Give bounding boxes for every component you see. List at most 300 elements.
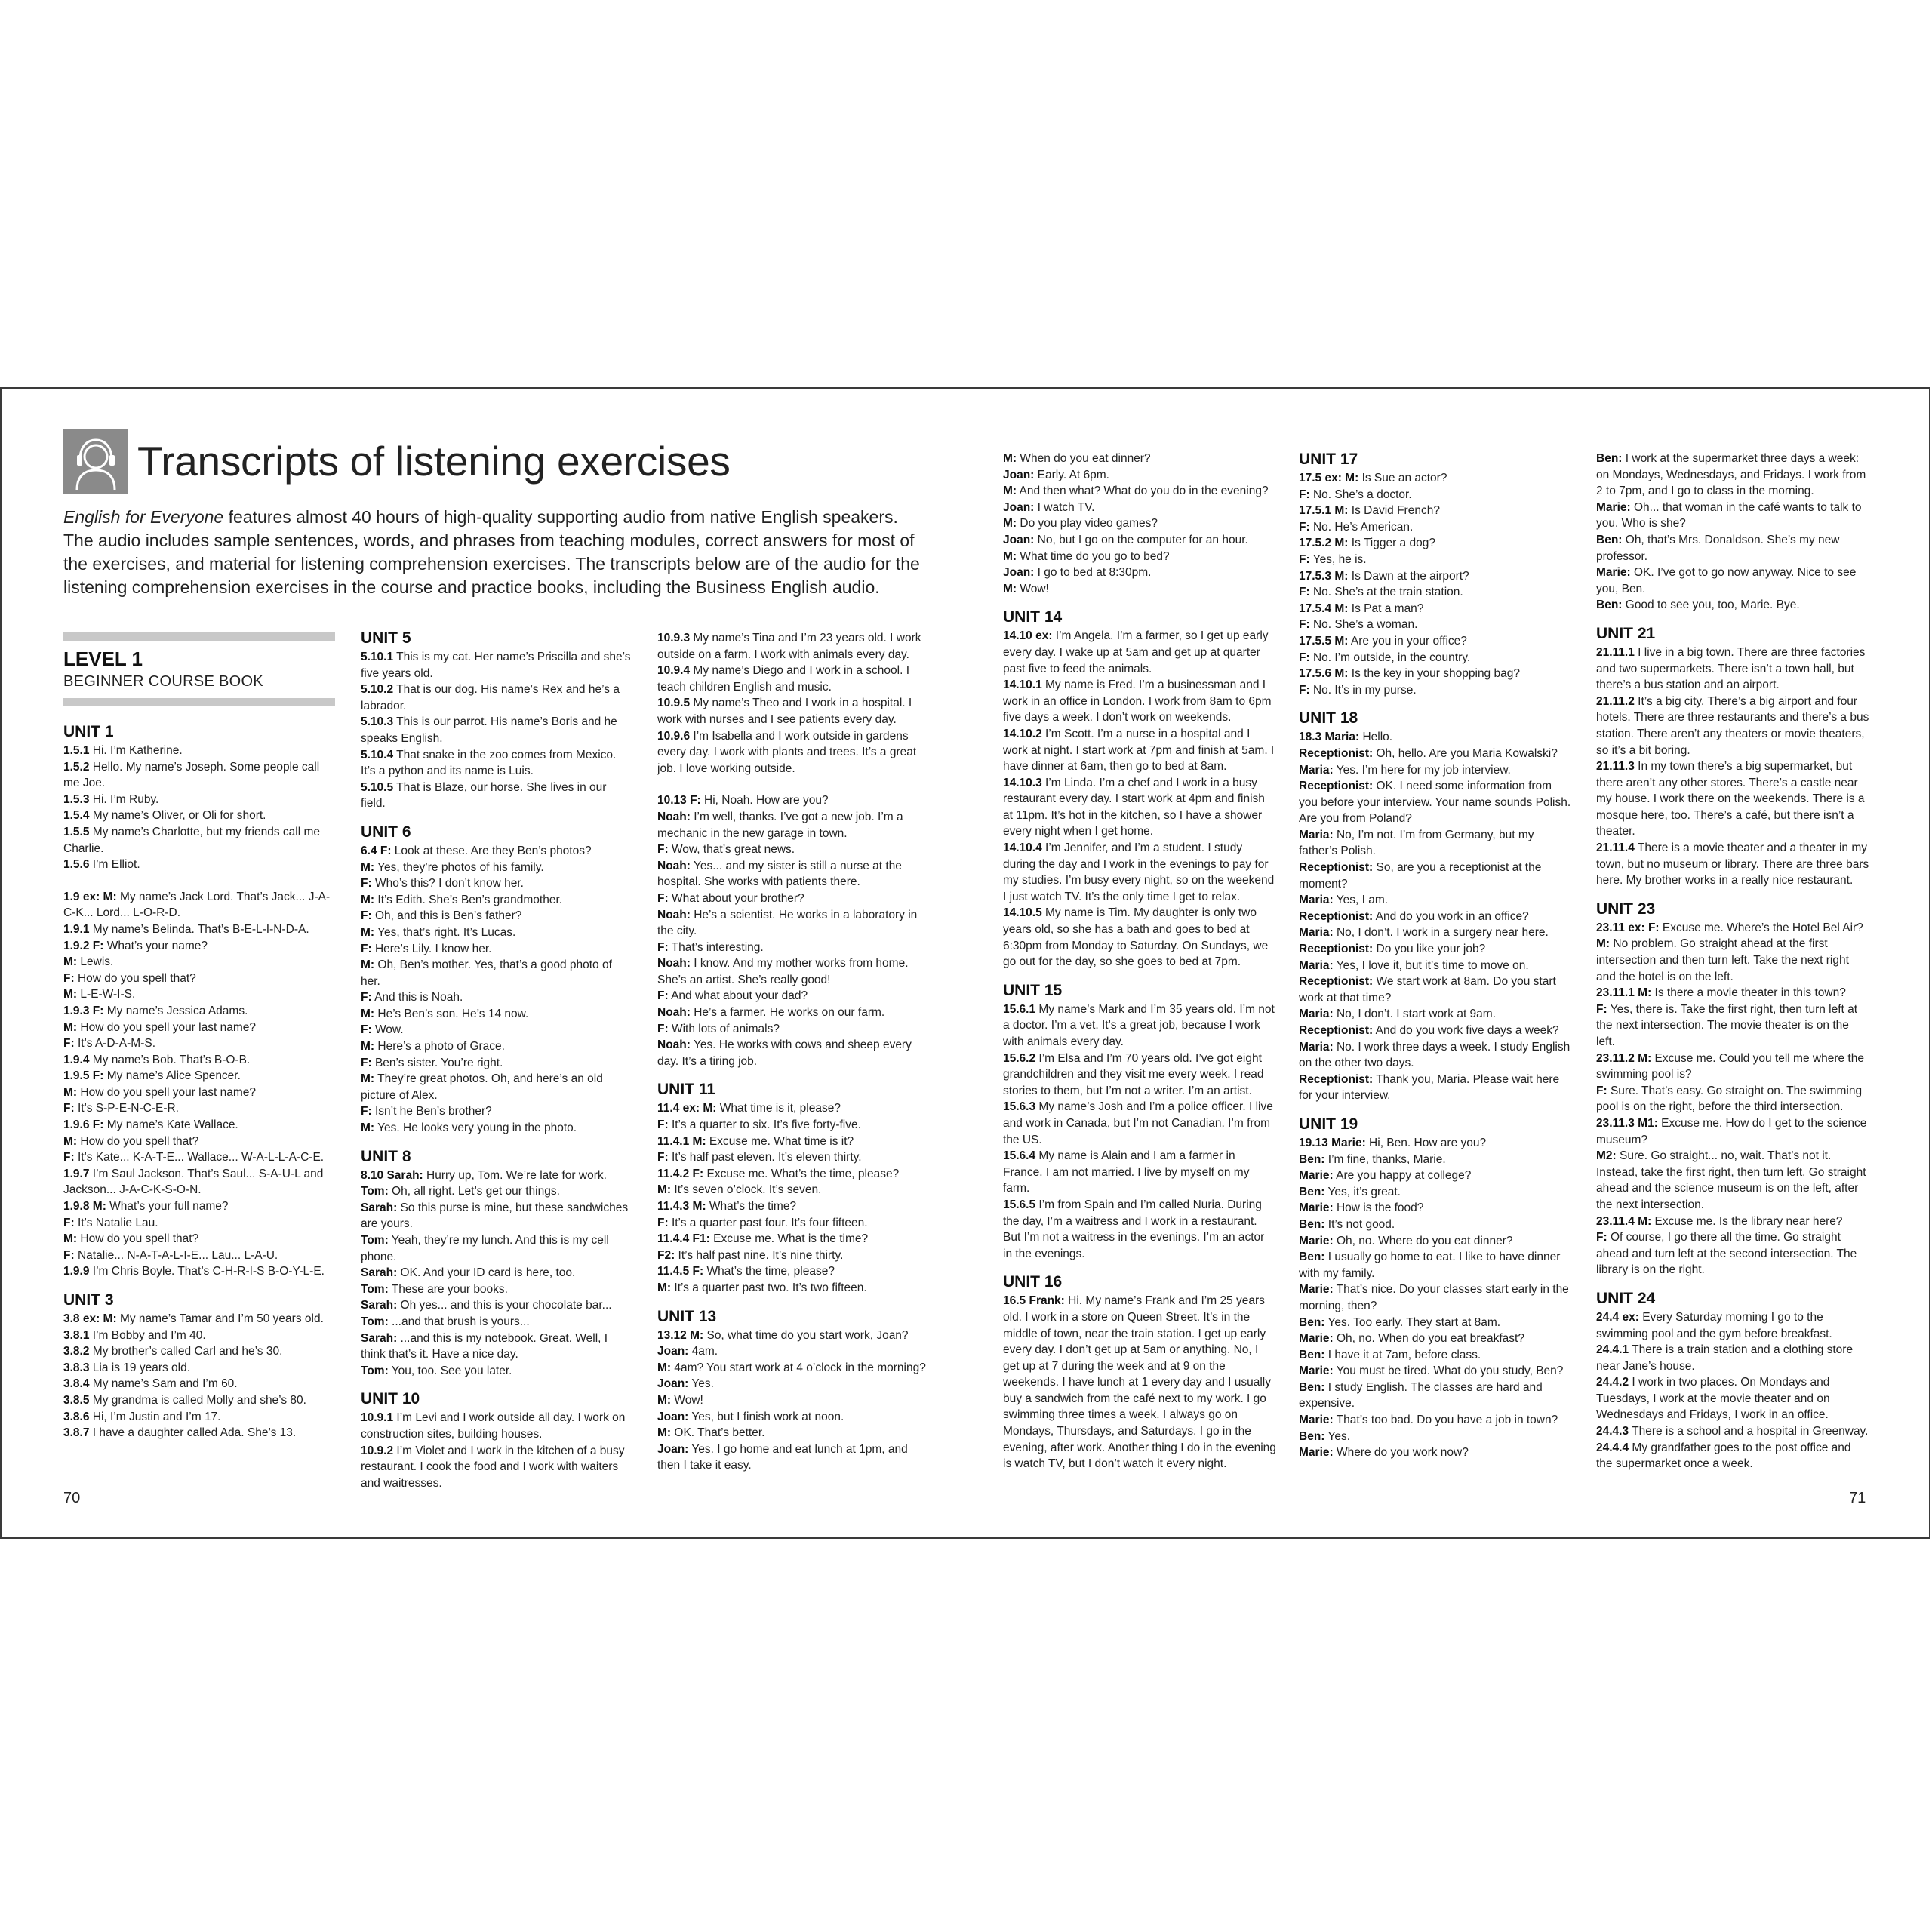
speaker-label: 10.9.2 bbox=[361, 1444, 394, 1457]
speaker-label: Marie: bbox=[1596, 566, 1631, 580]
speaker-label: Maria: bbox=[1299, 1040, 1334, 1054]
transcript-text: I know. And my mother works from home. She’s an artist. She’s really good! bbox=[657, 957, 909, 986]
transcript-line bbox=[63, 1360, 337, 1377]
transcript-text: What’s your full name? bbox=[106, 1200, 229, 1214]
transcript-text: I work in two places. On Mondays and Tuesdays, I work at the movie theater and on Wednesdays and Fridays, I work in an office. bbox=[1596, 1376, 1830, 1422]
speaker-label: F: bbox=[1299, 520, 1310, 534]
speaker-label: F: bbox=[1299, 552, 1310, 566]
transcript-text: I’m Saul Jackson. That’s Saul... S-A-U-L and Jackson... J-A-C-K-S-O-N. bbox=[63, 1167, 324, 1197]
transcript-text: How do you spell your last name? bbox=[77, 1085, 257, 1099]
transcript-line bbox=[657, 1100, 931, 1117]
transcript-line bbox=[1299, 584, 1572, 601]
unit-heading: UNIT 6 bbox=[361, 823, 411, 841]
transcript-line bbox=[361, 1168, 634, 1184]
transcript-line bbox=[1596, 565, 1869, 597]
transcript-text: I have a daughter called Ada. She’s 13. bbox=[89, 1426, 297, 1440]
transcript-line bbox=[63, 1425, 337, 1441]
transcript-line bbox=[1299, 552, 1572, 568]
transcript-text: And what about your dad? bbox=[668, 989, 808, 1003]
transcript-line bbox=[1299, 924, 1572, 941]
transcript-text: Natalie... N-A-T-A-L-I-E... Lau... L-A-U. bbox=[74, 1248, 278, 1262]
speaker-label: Noah: bbox=[657, 957, 691, 971]
transcript-line bbox=[1299, 535, 1572, 552]
transcript-line bbox=[657, 1004, 931, 1021]
transcript-line bbox=[361, 780, 634, 812]
transcript-text: No. It’s in my purse. bbox=[1309, 683, 1417, 697]
transcript-line bbox=[63, 1117, 337, 1134]
level-bar-top bbox=[63, 632, 335, 641]
transcript-text: I’m fine, thanks, Marie. bbox=[1324, 1152, 1446, 1166]
transcript-text: Yeah, they’re my lunch. And this is my cell phone. bbox=[361, 1234, 609, 1263]
transcript-text: They’re great photos. Oh, and here’s an old picture of Alex. bbox=[361, 1072, 603, 1102]
transcript-text: How do you spell that? bbox=[77, 1232, 199, 1246]
transcript-line bbox=[1596, 758, 1869, 840]
transcript-line bbox=[1299, 1152, 1572, 1168]
transcript-line bbox=[1299, 487, 1572, 503]
transcript-line bbox=[63, 1247, 337, 1264]
transcript-line bbox=[1299, 1135, 1572, 1152]
transcript-text: Isn’t he Ben’s brother? bbox=[371, 1105, 492, 1118]
speaker-label: Joan: bbox=[657, 1345, 689, 1358]
transcript-line bbox=[361, 860, 634, 876]
transcript-text: Of course, I go there all the time. Go straight ahead and turn left at the second intersection. The library is on the right. bbox=[1596, 1231, 1857, 1277]
transcript-text: Yes. He works with cows and sheep every day. It’s a tiring job. bbox=[657, 1038, 912, 1068]
transcript-line bbox=[361, 649, 634, 681]
speaker-label: Ben: bbox=[1299, 1315, 1325, 1329]
transcript-text: It’s a quarter past four. It’s four fifteen. bbox=[668, 1216, 868, 1229]
speaker-label: Noah: bbox=[657, 1038, 691, 1052]
transcript-text: Yes. I’m here for my job interview. bbox=[1333, 763, 1511, 777]
transcript-text: Ben’s sister. You’re right. bbox=[371, 1056, 503, 1069]
transcript-text: My name’s Bob. That’s B-O-B. bbox=[89, 1053, 251, 1066]
transcript-line bbox=[361, 1297, 634, 1314]
speaker-label: 1.9.2 F: bbox=[63, 939, 104, 952]
level-bar-bottom bbox=[63, 698, 335, 706]
transcript-text: My name’s Oliver, or Oli for short. bbox=[89, 809, 266, 823]
transcript-text: My name is Alain and I am a farmer in France. I am not married. I live by myself on my farm. bbox=[1003, 1149, 1250, 1195]
speaker-label: 11.4 ex: M: bbox=[657, 1102, 717, 1115]
transcript-line bbox=[1299, 682, 1572, 699]
transcript-text: My name’s Josh and I’m a police officer. I live and work in Canada, but I’m not Canadian. I’m from the US. bbox=[1003, 1100, 1273, 1146]
speaker-label: 10.9.5 bbox=[657, 697, 691, 710]
transcript-text: Yes. I go home and eat lunch at 1pm, and then I take it easy. bbox=[657, 1442, 908, 1472]
transcript-text: Is Pat a man? bbox=[1348, 601, 1424, 615]
speaker-label: M: bbox=[361, 893, 375, 906]
speaker-label: M: bbox=[657, 1426, 672, 1440]
speaker-label: 11.4.4 F1: bbox=[657, 1232, 710, 1246]
transcript-text: What time is it, please? bbox=[716, 1102, 841, 1115]
transcript-line bbox=[361, 1363, 634, 1380]
transcript-text: You, too. See you later. bbox=[388, 1364, 512, 1377]
speaker-label: Receptionist: bbox=[1299, 780, 1374, 793]
transcript-text: And do you work in an office? bbox=[1373, 909, 1529, 923]
transcript-text: So, are you a receptionist at the moment? bbox=[1299, 861, 1542, 891]
transcript-line bbox=[1003, 581, 1276, 598]
unit-heading: UNIT 15 bbox=[1003, 981, 1063, 999]
transcript-line bbox=[361, 989, 634, 1006]
transcript-text: I’m Isabella and I work outside in gardens every day. I work with plants and trees. It’s a great job. I love working outside. bbox=[657, 729, 917, 775]
speaker-label: 1.9 ex: M: bbox=[63, 890, 117, 903]
transcript-text: Hi, Noah. How are you? bbox=[700, 794, 829, 808]
transcript-line bbox=[63, 1052, 337, 1069]
speaker-label: 14.10.1 bbox=[1003, 678, 1042, 692]
transcript-line bbox=[657, 663, 931, 695]
speaker-label: 11.4.5 F: bbox=[657, 1265, 704, 1278]
transcript-line bbox=[1299, 519, 1572, 536]
speaker-label: 5.10.4 bbox=[361, 748, 394, 761]
speaker-label: M: bbox=[657, 1361, 672, 1374]
transcript-line bbox=[1003, 1001, 1276, 1051]
transcript-line bbox=[1596, 985, 1869, 1001]
unit-heading: UNIT 24 bbox=[1596, 1289, 1656, 1307]
transcript-line bbox=[361, 1038, 634, 1055]
transcript-line bbox=[1003, 500, 1276, 516]
transcript-text: How do you spell your last name? bbox=[77, 1020, 257, 1034]
transcript-text: Thank you, Maria. Please wait here for your interview. bbox=[1299, 1072, 1560, 1103]
transcript-line bbox=[1299, 1233, 1572, 1250]
transcript-text: No. I’m outside, in the country. bbox=[1309, 651, 1471, 664]
transcript-line bbox=[63, 921, 337, 938]
speaker-label: Maria: bbox=[1299, 1008, 1334, 1021]
speaker-label: F2: bbox=[657, 1248, 675, 1262]
transcript-text: Yes, he is. bbox=[1309, 552, 1367, 566]
transcript-text: That’s nice. Do your classes start early in the morning, then? bbox=[1299, 1283, 1569, 1312]
transcript-text: So, what time do you start work, Joan? bbox=[703, 1328, 909, 1342]
transcript-text: Oh, that’s Mrs. Donaldson. She’s my new professor. bbox=[1596, 533, 1840, 563]
transcript-text: Yes... and my sister is still a nurse at the hospital. She works with patients there. bbox=[657, 859, 902, 889]
transcript-text: My name’s Tamar and I’m 50 years old. bbox=[116, 1312, 324, 1325]
transcript-text: How do you spell that? bbox=[77, 1134, 199, 1148]
transcript-text: No. She’s a woman. bbox=[1309, 618, 1418, 632]
transcript-line bbox=[63, 986, 337, 1003]
transcript-line bbox=[361, 1314, 634, 1331]
speaker-label: F: bbox=[1299, 488, 1310, 501]
speaker-label: Tom: bbox=[361, 1282, 389, 1296]
transcript-text: My grandfather goes to the post office and the supermarket once a week. bbox=[1596, 1441, 1851, 1471]
transcript-text: Look at these. Are they Ben’s photos? bbox=[391, 844, 592, 857]
speaker-label: Ben: bbox=[1596, 598, 1623, 612]
speaker-label: M: bbox=[1003, 485, 1017, 498]
transcript-line bbox=[657, 1198, 931, 1215]
transcript-line bbox=[361, 957, 634, 989]
unit-heading: UNIT 8 bbox=[361, 1147, 411, 1165]
transcript-text: Hi. My name’s Frank and I’m 25 years old. I work in a store on Queen Street. It’s in the middle of town, near the train station. I get up early every day. I don’t get up at 5am or anything. No, I get up at 7 during the week and at 9 on the weekends. I have lunch at 1 every day and I usually buy a sandwich from the café next to my work. I go swimming three times a week. I always go on Mondays, Thursdays, and Saturdays. I go in the evening, after work. Another thing I do in the evening is watch TV, but I don’t watch it every night. bbox=[1003, 1294, 1276, 1471]
transcript-text: I study English. The classes are hard and expensive. bbox=[1299, 1380, 1543, 1411]
speaker-label: F: bbox=[361, 909, 372, 923]
paragraph-gap bbox=[63, 873, 337, 889]
speaker-label: Noah: bbox=[657, 810, 691, 823]
transcript-text: It’s a big city. There’s a big airport and four hotels. There are three restaurants and there’s a bus station. There aren’t any theaters or movie theaters, so it’s a bit boring. bbox=[1596, 694, 1869, 757]
speaker-label: F: bbox=[63, 1248, 75, 1262]
speaker-label: 17.5 ex: M: bbox=[1299, 472, 1359, 485]
transcript-line bbox=[1299, 1072, 1572, 1104]
transcript-text: What about your brother? bbox=[668, 891, 804, 905]
transcript-line bbox=[1299, 650, 1572, 666]
transcript-line bbox=[63, 1231, 337, 1247]
transcript-text: Excuse me. What is the time? bbox=[709, 1232, 869, 1246]
speaker-label: 23.11 ex: F: bbox=[1596, 921, 1660, 934]
speaker-label: F: bbox=[1596, 1084, 1607, 1097]
transcript-line bbox=[657, 809, 931, 841]
transcript-text: I go to bed at 8:30pm. bbox=[1034, 566, 1152, 580]
speaker-label: Maria: bbox=[1299, 894, 1334, 907]
transcript-line bbox=[63, 1149, 337, 1166]
transcript-line bbox=[63, 1392, 337, 1409]
transcript-text: My brother’s called Carl and he’s 30. bbox=[89, 1345, 283, 1358]
transcript-text: Oh, and this is Ben’s father? bbox=[371, 909, 522, 923]
transcript-line bbox=[1299, 860, 1572, 892]
transcript-text: Oh, all right. Let’s get our things. bbox=[388, 1185, 560, 1198]
speaker-label: 24.4.4 bbox=[1596, 1441, 1629, 1454]
transcript-text: ...and that brush is yours... bbox=[388, 1315, 530, 1328]
speaker-label: Tom: bbox=[361, 1315, 389, 1328]
speaker-label: 10.9.4 bbox=[657, 664, 691, 678]
transcript-text: Hi. I’m Katherine. bbox=[89, 744, 183, 757]
level-subtitle: BEGINNER COURSE BOOK bbox=[63, 673, 263, 690]
transcript-text: Are you happy at college? bbox=[1333, 1169, 1472, 1183]
transcript-text: He’s Ben’s son. He’s 14 now. bbox=[374, 1007, 529, 1020]
transcript-line bbox=[361, 1055, 634, 1072]
transcript-line bbox=[63, 1166, 337, 1198]
transcript-line bbox=[1299, 1331, 1572, 1347]
transcript-line bbox=[361, 1103, 634, 1120]
transcript-text: You must be tired. What do you study, Ben? bbox=[1333, 1364, 1564, 1378]
speaker-label: Marie: bbox=[1299, 1234, 1334, 1247]
speaker-label: 15.6.3 bbox=[1003, 1100, 1036, 1114]
transcript-text: My name’s Jessica Adams. bbox=[103, 1004, 248, 1017]
transcript-line bbox=[63, 824, 337, 857]
column-6 bbox=[1596, 451, 1869, 1472]
transcript-line bbox=[1596, 1051, 1869, 1083]
transcript-line bbox=[361, 892, 634, 909]
transcript-text: Good to see you, too, Marie. Bye. bbox=[1622, 598, 1800, 612]
speaker-label: F: bbox=[63, 1102, 75, 1115]
transcript-line bbox=[1003, 483, 1276, 500]
speaker-label: Joan: bbox=[1003, 500, 1035, 514]
speaker-label: 3.8.2 bbox=[63, 1345, 90, 1358]
transcript-line bbox=[1596, 1440, 1869, 1472]
speaker-label: Noah: bbox=[657, 908, 691, 921]
speaker-label: 17.5.1 M: bbox=[1299, 504, 1349, 518]
transcript-text: OK. I’ve got to go now anyway. Nice to see you, Ben. bbox=[1596, 566, 1857, 595]
speaker-label: Maria: bbox=[1299, 763, 1334, 777]
speaker-label: 14.10.2 bbox=[1003, 727, 1042, 740]
speaker-label: M: bbox=[657, 1393, 672, 1407]
transcript-text: Lia is 19 years old. bbox=[89, 1361, 191, 1374]
transcript-line bbox=[657, 1441, 931, 1474]
transcript-text: No, I don’t. I start work at 9am. bbox=[1333, 1008, 1497, 1021]
unit-heading: UNIT 13 bbox=[657, 1307, 717, 1325]
transcript-line bbox=[1299, 617, 1572, 633]
transcript-line bbox=[1003, 1099, 1276, 1148]
speaker-label: 23.11.2 M: bbox=[1596, 1051, 1652, 1065]
page-number-left: 70 bbox=[63, 1490, 81, 1506]
transcript-text: Yes, I love it, but it’s time to move on. bbox=[1333, 958, 1529, 972]
speaker-label: Sarah: bbox=[361, 1331, 398, 1345]
transcript-text: Oh, hello. Are you Maria Kowalski? bbox=[1373, 746, 1558, 760]
page-number-right: 71 bbox=[1849, 1490, 1866, 1506]
transcript-text: Hello. My name’s Joseph. Some people call me Joe. bbox=[63, 760, 320, 790]
transcript-line bbox=[1003, 451, 1276, 467]
transcript-line bbox=[1596, 1229, 1869, 1278]
transcript-text: Hi, I’m Justin and I’m 17. bbox=[89, 1410, 221, 1423]
transcript-text: Yes, they’re photos of his family. bbox=[374, 860, 544, 874]
speaker-label: Noah: bbox=[657, 859, 691, 872]
transcript-line bbox=[657, 988, 931, 1004]
transcript-line bbox=[361, 1410, 634, 1442]
transcript-text: It’s not good. bbox=[1324, 1217, 1395, 1231]
transcript-line bbox=[1003, 905, 1276, 970]
speaker-label: 14.10.5 bbox=[1003, 906, 1042, 920]
speaker-label: F: bbox=[1299, 683, 1310, 697]
transcript-text: I’m Chris Boyle. That’s C-H-R-I-S B-O-Y-L-E. bbox=[89, 1265, 325, 1278]
speaker-label: 1.5.3 bbox=[63, 792, 90, 806]
transcript-text: I’m Levi and I work outside all day. I work on construction sites, building houses. bbox=[361, 1411, 626, 1441]
speaker-label: Receptionist: bbox=[1299, 1072, 1374, 1086]
transcript-text: My name’s Alice Spencer. bbox=[103, 1069, 241, 1083]
speaker-label: M: bbox=[1596, 937, 1611, 951]
transcript-text: Yes, that’s right. It’s Lucas. bbox=[374, 925, 516, 939]
speaker-label: 1.5.4 bbox=[63, 809, 90, 823]
transcript-text: With lots of animals? bbox=[668, 1022, 780, 1035]
column-2 bbox=[361, 629, 634, 1491]
transcript-text: Hello. bbox=[1359, 731, 1393, 744]
transcript-text: It’s half past eleven. It’s eleven thirty. bbox=[668, 1151, 862, 1164]
page-title: Transcripts of listening exercises bbox=[137, 438, 731, 485]
headphones-icon bbox=[63, 429, 128, 494]
transcript-text: Wow! bbox=[1017, 582, 1049, 595]
speaker-label: F: bbox=[657, 1118, 669, 1132]
transcript-line bbox=[1596, 1374, 1869, 1423]
transcript-text: And then what? What do you do in the evening? bbox=[1017, 485, 1269, 498]
transcript-line bbox=[1003, 515, 1276, 532]
speaker-label: Tom: bbox=[361, 1185, 389, 1198]
transcript-line bbox=[1299, 941, 1572, 958]
unit-heading: UNIT 14 bbox=[1003, 608, 1063, 626]
transcript-line bbox=[657, 1263, 931, 1280]
transcript-text: Are you in your office? bbox=[1348, 634, 1467, 648]
speaker-label: M: bbox=[361, 958, 375, 972]
transcript-line bbox=[1003, 775, 1276, 840]
transcript-text: In my town there’s a big supermarket, but there aren’t any other stores. There’s a castle near my house. I work there on the weekends. There is a mosque here, too. There’s a café, but there isn’t a theater. bbox=[1596, 760, 1865, 838]
transcript-text: OK. That’s better. bbox=[671, 1426, 765, 1440]
speaker-label: 5.10.1 bbox=[361, 651, 394, 663]
speaker-label: F: bbox=[657, 989, 669, 1003]
speaker-label: F: bbox=[361, 1023, 372, 1037]
transcript-text: Oh... that woman in the café wants to talk to you. Who is she? bbox=[1596, 500, 1862, 531]
speaker-label: 3.8.5 bbox=[63, 1393, 90, 1407]
speaker-label: M: bbox=[657, 1183, 672, 1197]
transcript-line bbox=[1299, 470, 1572, 487]
transcript-text: Oh, Ben’s mother. Yes, that’s a good photo of her. bbox=[361, 958, 612, 988]
speaker-label: 23.11.4 M: bbox=[1596, 1214, 1652, 1228]
transcript-text: I’m Jennifer, and I’m a student. I study during the day and I work in the evenings to pay for my studies. I’m busy every night, so on the weekend I just watch TV. It’s the only time I get to relax. bbox=[1003, 841, 1275, 903]
speaker-label: M: bbox=[361, 1040, 375, 1054]
speaker-label: 11.4.3 M: bbox=[657, 1200, 706, 1213]
speaker-label: Ben: bbox=[1299, 1251, 1325, 1264]
speaker-label: M: bbox=[63, 1134, 78, 1148]
intro-text: features almost 40 hours of high-quality supporting audio from native English speakers. The audio includes sample sentences, words, and phrases from teaching modules, correct answers for most of the exercises, and material for listening comprehension exercises. The transcripts below are of the audio for the listening comprehension exercises in the course and practice books, including the Business English audio. bbox=[63, 507, 920, 597]
transcript-line bbox=[1299, 958, 1572, 974]
transcript-text: It’s a quarter past two. It’s two fifteen. bbox=[671, 1281, 867, 1294]
speaker-label: 16.5 Frank: bbox=[1003, 1294, 1065, 1308]
speaker-label: Sarah: bbox=[361, 1266, 398, 1280]
book-title: English for Everyone bbox=[63, 507, 224, 527]
speaker-label: 10.9.6 bbox=[657, 729, 691, 743]
transcript-line bbox=[657, 1117, 931, 1134]
transcript-text: It’s seven o’clock. It’s seven. bbox=[671, 1183, 822, 1197]
transcript-line bbox=[1003, 726, 1276, 775]
transcript-text: Yes, but I finish work at noon. bbox=[688, 1410, 844, 1423]
transcript-text: Do you like your job? bbox=[1373, 943, 1486, 956]
transcript-text: I’m well, thanks. I’ve got a new job. I’m a mechanic in the new garage in town. bbox=[657, 810, 903, 840]
transcript-text: OK. I need some information from you before your interview. Your name sounds Polish. Are you from Poland? bbox=[1299, 780, 1571, 826]
transcript-line bbox=[361, 1331, 634, 1363]
speaker-label: 1.5.5 bbox=[63, 825, 90, 838]
speaker-label: 3.8.3 bbox=[63, 1361, 90, 1374]
transcript-text: No problem. Go straight ahead at the first intersection and then turn left. Take the next right and the hotel is on the left. bbox=[1596, 937, 1849, 983]
transcript-text: That is our dog. His name’s Rex and he’s a labrador. bbox=[361, 683, 620, 712]
transcript-line bbox=[361, 1071, 634, 1103]
speaker-label: Receptionist: bbox=[1299, 861, 1374, 875]
transcript-text: Excuse me. Is the library near here? bbox=[1651, 1214, 1843, 1228]
transcript-text: My name is Tim. My daughter is only two years old, so she has a bath and goes to bed at 6:30pm from Monday to Saturday. On Sundays, we go out for the day, so she goes to bed at 7pm. bbox=[1003, 906, 1269, 969]
speaker-label: 17.5.5 M: bbox=[1299, 634, 1349, 648]
transcript-line bbox=[63, 938, 337, 955]
transcript-line bbox=[1299, 1184, 1572, 1201]
unit-heading: UNIT 21 bbox=[1596, 624, 1656, 642]
transcript-text: It’s S-P-E-N-C-E-R. bbox=[74, 1102, 179, 1115]
speaker-label: Sarah: bbox=[361, 1201, 398, 1214]
transcript-line bbox=[1299, 1281, 1572, 1314]
transcript-text: This is my cat. Her name’s Priscilla and she’s five years old. bbox=[361, 651, 631, 680]
transcript-text: Yes. He looks very young in the photo. bbox=[374, 1121, 577, 1135]
transcript-text: Yes, I am. bbox=[1333, 894, 1389, 907]
transcript-text: I’m Angela. I’m a farmer, so I get up early every day. I wake up at 5am and get up at quarter past five to feed the animals. bbox=[1003, 629, 1269, 675]
speaker-label: Ben: bbox=[1299, 1152, 1325, 1166]
transcript-line bbox=[1299, 974, 1572, 1006]
transcript-text: That’s interesting. bbox=[668, 940, 764, 954]
speaker-label: F: bbox=[657, 1022, 669, 1035]
speaker-label: Receptionist: bbox=[1299, 975, 1374, 989]
transcript-line bbox=[657, 1376, 931, 1392]
transcript-line bbox=[657, 1166, 931, 1183]
transcript-line bbox=[63, 857, 337, 873]
transcript-line bbox=[63, 808, 337, 824]
transcript-text: Excuse me. Could you tell me where the swimming pool is? bbox=[1596, 1051, 1864, 1081]
transcript-line bbox=[361, 1022, 634, 1038]
unit-heading: UNIT 1 bbox=[63, 723, 114, 740]
transcript-line bbox=[657, 1037, 931, 1069]
transcript-line bbox=[63, 743, 337, 759]
transcript-line bbox=[1299, 746, 1572, 762]
speaker-label: 14.10 ex: bbox=[1003, 629, 1053, 643]
transcript-text: My name is Fred. I’m a businessman and I work in an office in London. I work from 8am to 6pm five days a week. I don’t work on weekends. bbox=[1003, 678, 1272, 724]
transcript-line bbox=[361, 1183, 634, 1200]
transcript-line bbox=[63, 1134, 337, 1150]
transcript-line bbox=[1299, 1412, 1572, 1429]
speaker-label: M: bbox=[361, 1121, 375, 1135]
transcript-text: 4am? You start work at 4 o’clock in the morning? bbox=[671, 1361, 926, 1374]
speaker-label: 1.9.5 F: bbox=[63, 1069, 104, 1083]
transcript-text: Yes, there is. Take the first right, then turn left at the next intersection. The movie theater is on the left. bbox=[1596, 1002, 1858, 1048]
transcript-line bbox=[657, 792, 931, 809]
transcript-text: That is Blaze, our horse. She lives in our field. bbox=[361, 780, 607, 811]
transcript-line bbox=[1299, 909, 1572, 925]
transcript-text: 4am. bbox=[688, 1345, 718, 1358]
speaker-label: 1.9.6 F: bbox=[63, 1118, 104, 1132]
transcript-line bbox=[361, 1120, 634, 1137]
